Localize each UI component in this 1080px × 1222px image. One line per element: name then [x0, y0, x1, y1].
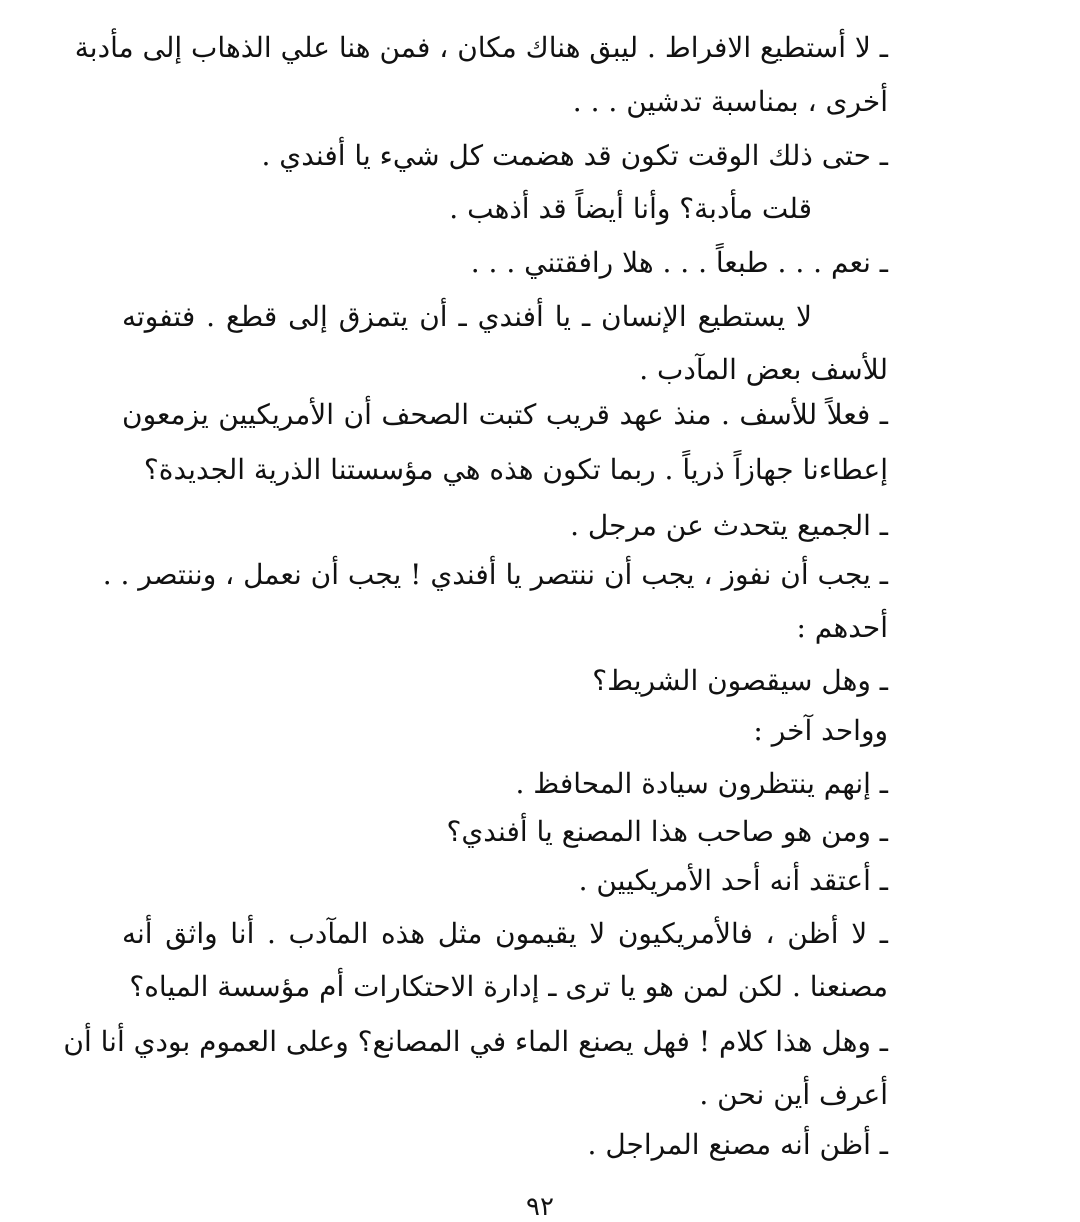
text-line-10: ـ الجميع يتحدث عن مرجل . [570, 509, 888, 542]
text-line-13: ـ وهل سيقصون الشريط؟ [592, 664, 888, 697]
text-line-9: إعطاءنا جهازاً ذرياً . ربما تكون هذه هي مؤسستنا الذرية الجديدة؟ [143, 453, 888, 486]
text-line-2: أخرى ، بمناسبة تدشين . . . [572, 85, 888, 118]
text-line-14: وواحد آخر : [753, 714, 888, 747]
text-line-8: ـ فعلاً للأسف . منذ عهد قريب كتبت الصحف أن الأمريكيين يزمعون [122, 398, 888, 431]
text-line-4: قلت مأدبة؟ وأنا أيضاً قد أذهب . [449, 192, 812, 225]
text-line-12: أحدهم : [796, 611, 888, 644]
text-line-21: أعرف أين نحن . [699, 1078, 888, 1111]
text-line-6: لا يستطيع الإنسان ـ يا أفندي ـ أن يتمزق إلى قطع . فتفوته [122, 300, 812, 333]
text-line-11: ـ يجب أن نفوز ، يجب أن ننتصر يا أفندي ! يجب أن نعمل ، وننتصر . . [102, 558, 888, 591]
text-line-19: مصنعنا . لكن لمن هو يا ترى ـ إدارة الاحتكارات أم مؤسسة المياه؟ [129, 970, 888, 1003]
text-line-18: ـ لا أظن ، فالأمريكيون لا يقيمون مثل هذه المآدب . أنا واثق أنه [122, 917, 888, 950]
text-line-7: للأسف بعض المآدب . [639, 353, 888, 386]
text-line-5: ـ نعم . . . طبعاً . . . هلا رافقتني . . . [470, 246, 888, 279]
text-line-1: ـ لا أستطيع الافراط . ليبق هناك مكان ، فمن هنا علي الذهاب إلى مأدبة [74, 31, 888, 64]
text-line-17: ـ أعتقد أنه أحد الأمريكيين . [578, 864, 888, 897]
text-line-15: ـ إنهم ينتظرون سيادة المحافظ . [515, 767, 888, 800]
text-line-3: ـ حتى ذلك الوقت تكون قد هضمت كل شيء يا أفندي . [261, 139, 888, 172]
text-line-20: ـ وهل هذا كلام ! فهل يصنع الماء في المصانع؟ وعلى العموم بودي أنا أن [63, 1025, 888, 1058]
text-line-16: ـ ومن هو صاحب هذا المصنع يا أفندي؟ [446, 815, 888, 848]
page-number: ٩٢ [526, 1192, 554, 1222]
text-line-22: ـ أظن أنه مصنع المراجل . [587, 1128, 888, 1161]
